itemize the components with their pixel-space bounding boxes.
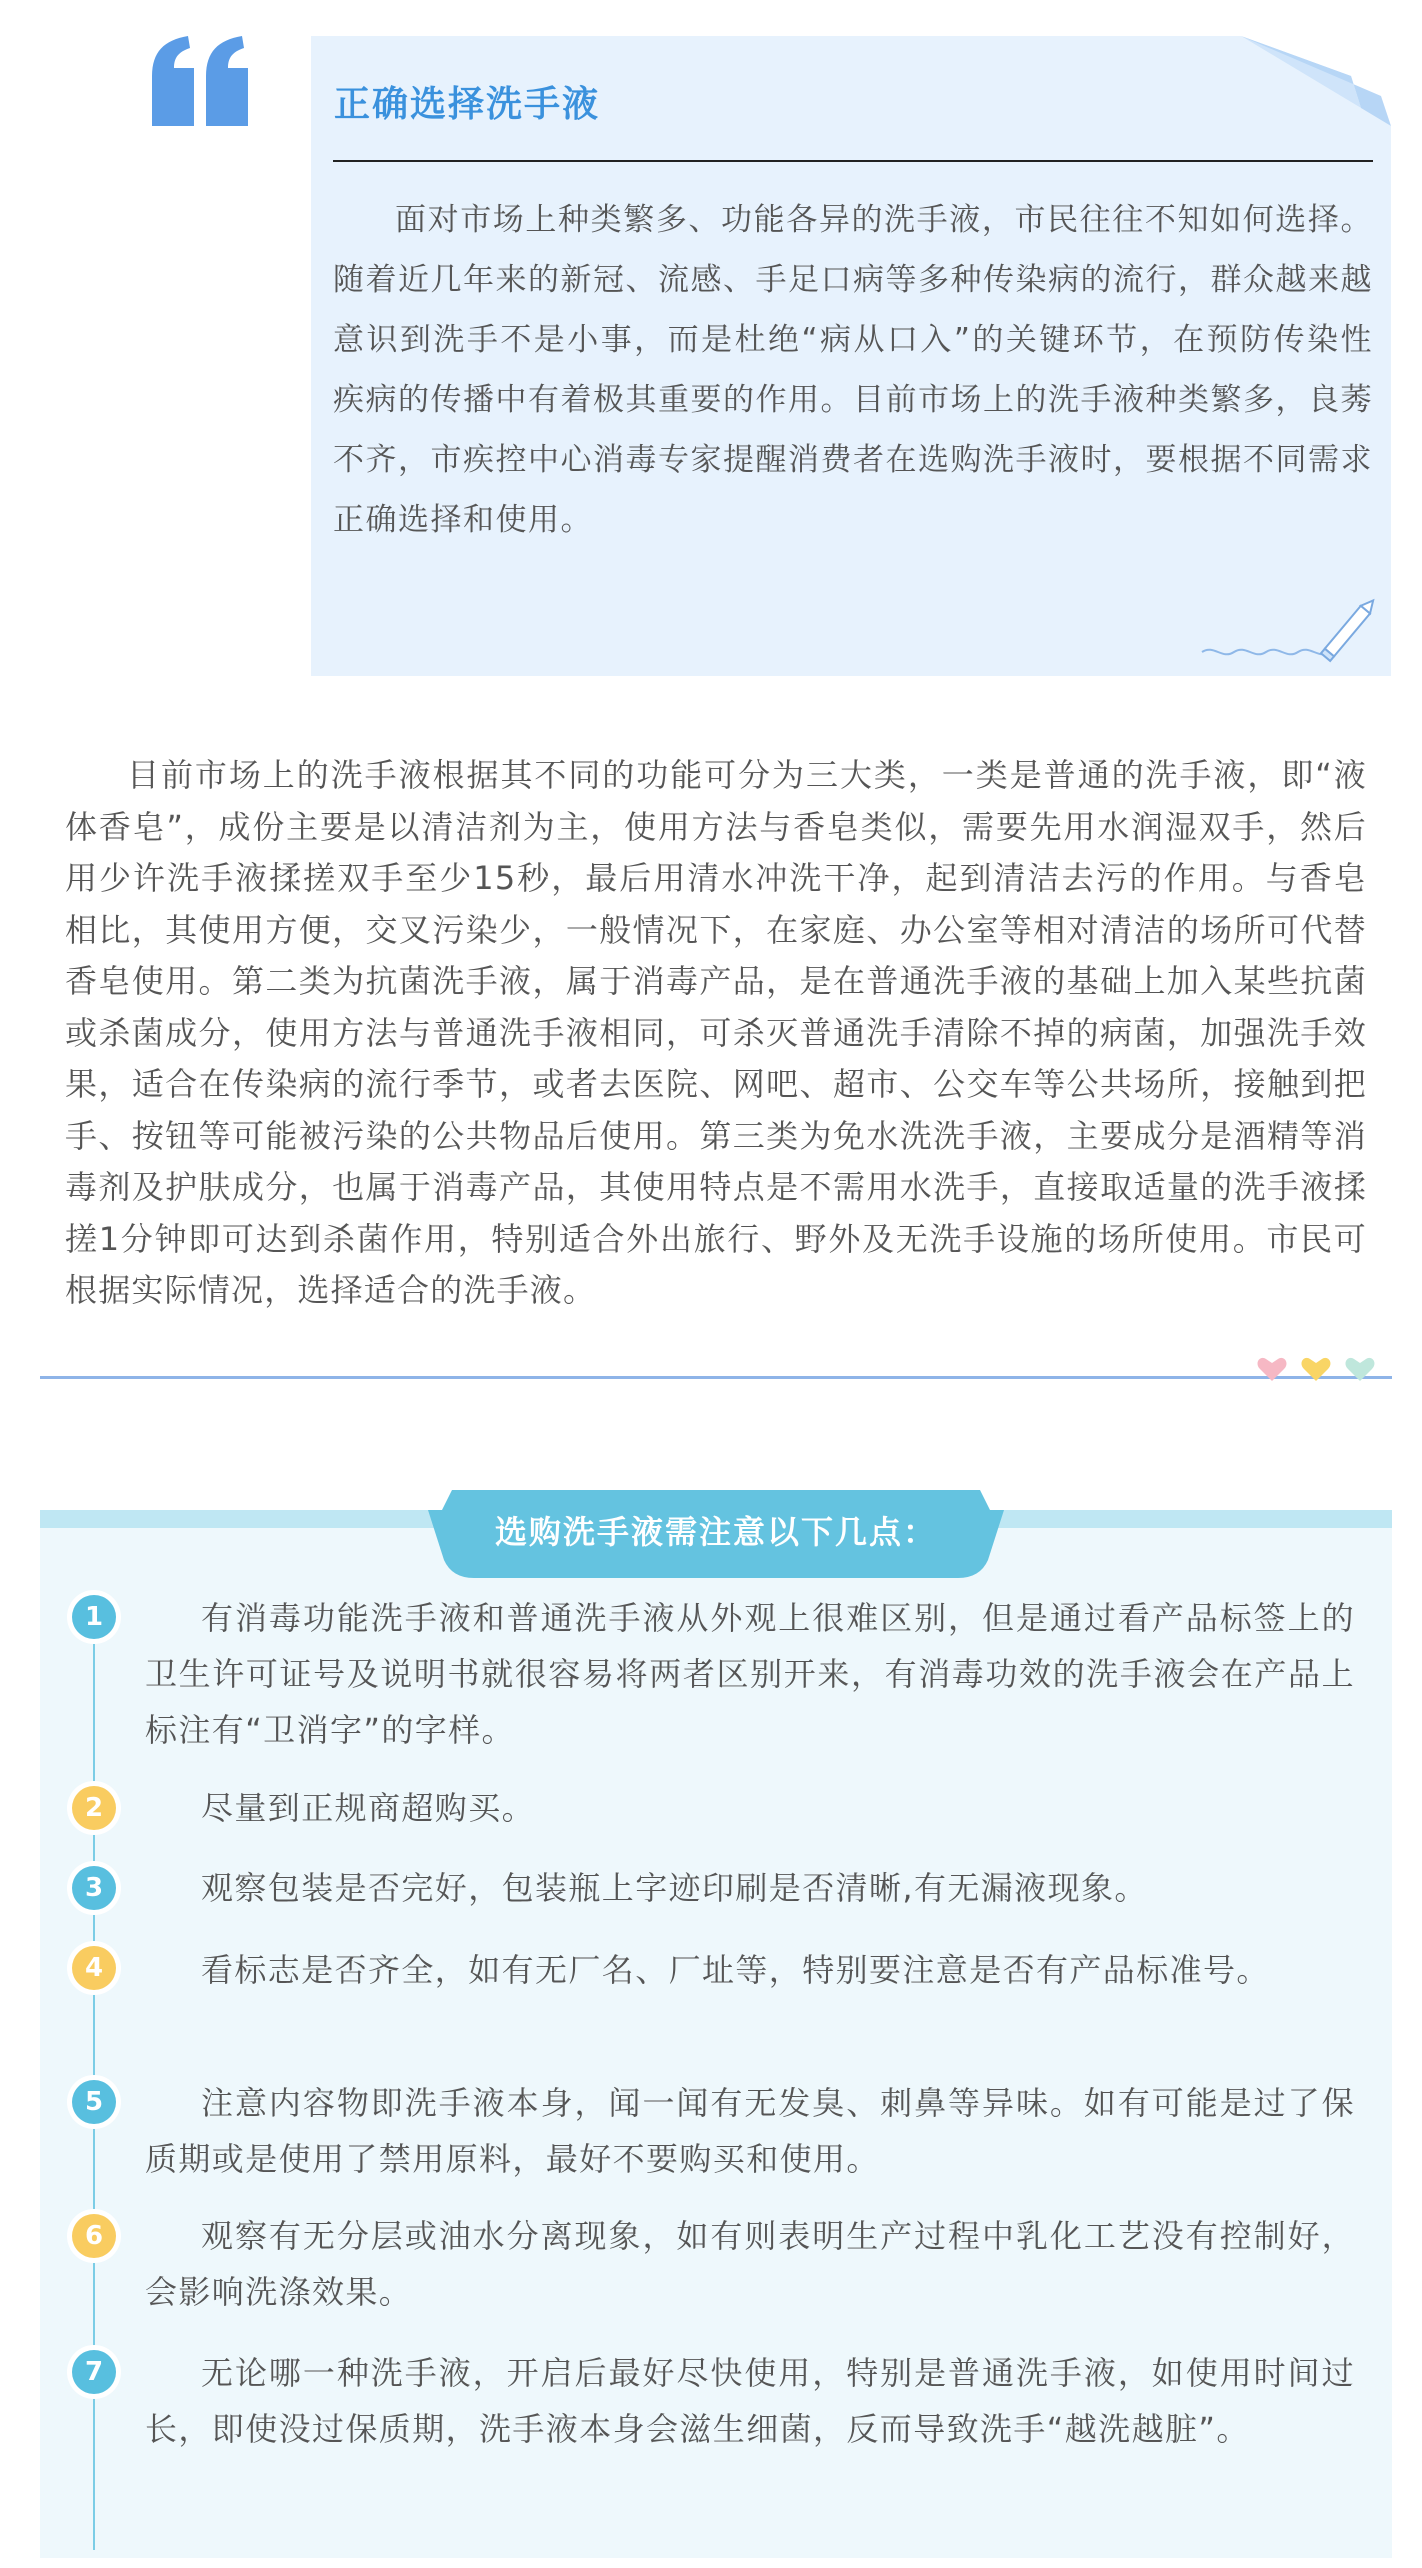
step-number-badge: 7: [72, 2350, 116, 2394]
intro-body: 面对市场上种类繁多、功能各异的洗手液，市民往往不知如何选择。随着近几年来的新冠、流感、手足口病等多种传染病的流行，群众越来越意识到洗手不是小事，而是杜绝“病从口入”的关键环节，在预防传染性疾病的传播中有着极其重要的作用。目前市场上的洗手液种类繁多，良莠不齐，市疾控中心消毒专家提醒消费者在选购洗手液时，要根据不同需求正确选择和使用。: [333, 202, 1373, 538]
tip-item-text: 看标志是否齐全，如有无厂名、厂址等，特别要注意是否有产品标准号。: [201, 1951, 1270, 1989]
tip-item-text: 无论哪一种洗手液，开启后最好尽快使用，特别是普通洗手液，如使用时间过长，即使没过保质期，洗手液本身会滋生细菌，反而导致洗手“越洗越脏”。: [145, 2354, 1355, 2448]
step-number-badge: 2: [72, 1786, 116, 1830]
tip-item-text: 观察包装是否完好，包装瓶上字迹印刷是否清晰,有无漏液现象。: [201, 1869, 1148, 1907]
tips-heading: 选购洗手液需注意以下几点：: [494, 1513, 937, 1551]
section-divider: [40, 1376, 1392, 1379]
main-paragraph: 目前市场上的洗手液根据其不同的功能可分为三大类，一类是普通的洗手液，即“液体香皂”，成份主要是以清洁剂为主，使用方法与香皂类似，需要先用水润湿双手，然后用少许洗手液揉搓双手至少15秒，最后用清水冲洗干净，起到清洁去污的作用。与香皂相比，其使用方便，交叉污染少，一般情况下，在家庭、办公室等相对清洁的场所可代替香皂使用。第二类为抗菌洗手液，属于消毒产品，是在普通洗手液的基础上加入某些抗菌或杀菌成分，使用方法与普通洗手液相同，可杀灭普通洗手清除不掉的病菌，加强洗手效果，适合在传染病的流行季节，或者去医院、网吧、超市、公交车等公共场所，接触到把手、按钮等可能被污染的公共物品后使用。第三类为免水洗洗手液，主要成分是酒精等消毒剂及护肤成分，也属于消毒产品，其使用特点是不需用水洗手，直接取适量的洗手液揉搓1分钟即可达到杀菌作用，特别适合外出旅行、野外及无洗手设施的场所使用。市民可根据实际情况，选择适合的洗手液。: [65, 756, 1367, 1309]
tip-item-text: 有消毒功能洗手液和普通洗手液从外观上很难区别，但是通过看产品标签上的卫生许可证号及说明书就很容易将两者区别开来，有消毒功效的洗手液会在产品上标注有“卫消字”的字样。: [145, 1599, 1355, 1749]
intro-title: 正确选择洗手液: [334, 84, 601, 125]
quote-mark-icon: [148, 36, 252, 126]
step-number-badge: 3: [72, 1866, 116, 1910]
step-number-badge: 4: [72, 1946, 116, 1990]
tip-item-text: 尽量到正规商超购买。: [201, 1789, 536, 1827]
hearts-decoration-icon: [1252, 1355, 1382, 1385]
tip-item-text: 观察有无分层或油水分离现象，如有则表明生产过程中乳化工艺没有控制好，会影响洗涤效果。: [145, 2217, 1355, 2311]
tip-item-text: 注意内容物即洗手液本身，闻一闻有无发臭、刺鼻等异味。如有可能是过了保质期或是使用了禁用原料，最好不要购买和使用。: [145, 2084, 1355, 2178]
step-number-badge: 6: [72, 2214, 116, 2258]
step-number-badge: 5: [72, 2080, 116, 2124]
title-divider: [333, 160, 1373, 162]
pen-doodle-icon: [1200, 598, 1380, 668]
step-number-badge: 1: [72, 1595, 116, 1639]
page-fold-icon: [1241, 36, 1391, 126]
